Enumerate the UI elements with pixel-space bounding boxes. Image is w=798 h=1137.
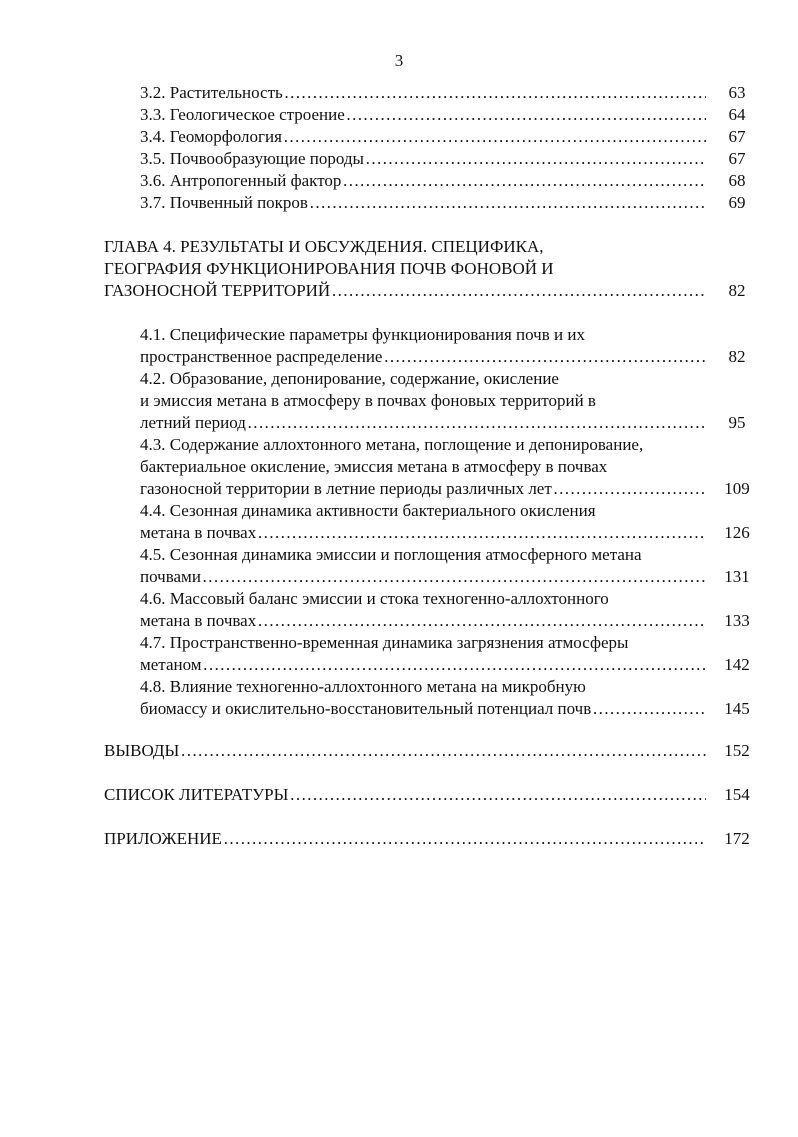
appendix-title: ПРИЛОЖЕНИЕ <box>104 829 222 848</box>
section-page: 95 <box>728 413 746 432</box>
section-title-last-line: газоносной территории в летние периоды различных лет <box>140 479 552 498</box>
section-title-line: 4.8. Влияние техногенно-аллохтонного метана на микробную <box>140 677 586 696</box>
section-title-line: 4.7. Пространственно-временная динамика загрязнения атмосферы <box>140 633 629 652</box>
section-entry[interactable] <box>140 522 706 544</box>
leader-dots <box>346 104 706 126</box>
toc-entry-title: 3.3. Геологическое строение <box>140 105 345 124</box>
toc-entry[interactable] <box>140 126 706 148</box>
leader-dots <box>203 654 706 676</box>
leader-dots <box>247 412 706 434</box>
leader-dots <box>223 828 706 850</box>
leader-dots <box>283 126 706 148</box>
section-title-last-line: биомассу и окислительно-восстановительный потенциал почв <box>140 699 592 718</box>
section-title-line: и эмиссия метана в атмосферу в почвах фоновых территорий в <box>140 391 596 410</box>
section-title-last-line: метана в почвах <box>140 523 257 542</box>
conclusions-entry[interactable] <box>104 740 706 762</box>
leader-dots <box>365 148 706 170</box>
leader-dots <box>284 82 706 104</box>
leader-dots <box>257 610 706 632</box>
appendix-page: 172 <box>724 829 750 848</box>
chapter-page: 82 <box>728 281 746 300</box>
section-title-last-line: почвами <box>140 567 201 586</box>
toc-entry-page: 67 <box>728 127 746 146</box>
section-title-line: 4.1. Специфические параметры функционирования почв и их <box>140 325 585 344</box>
toc-entry-page: 67 <box>728 149 746 168</box>
section-title-last-line: метана в почвах <box>140 611 257 630</box>
section-title-line: 4.4. Сезонная динамика активности бактериального окисления <box>140 501 596 520</box>
section-page: 133 <box>724 611 750 630</box>
toc-entry-title: 3.2. Растительность <box>140 83 283 102</box>
section-title-line: 4.2. Образование, депонирование, содержание, окисление <box>140 369 559 388</box>
leader-dots <box>592 698 706 720</box>
section-title-last-line: летний период <box>140 413 246 432</box>
toc-entry-page: 69 <box>728 193 746 212</box>
toc-entry-title: 3.7. Почвенный покров <box>140 193 308 212</box>
section-title-line: 4.6. Массовый баланс эмиссии и стока техногенно-аллохтонного <box>140 589 609 608</box>
conclusions-page: 152 <box>724 741 750 760</box>
leader-dots <box>342 170 706 192</box>
leader-dots <box>180 740 706 762</box>
toc-entry-title: 3.4. Геоморфология <box>140 127 282 146</box>
toc-entry-page: 68 <box>728 171 746 190</box>
chapter-title-line: ГЛАВА 4. РЕЗУЛЬТАТЫ И ОБСУЖДЕНИЯ. СПЕЦИФИКА, <box>104 237 544 256</box>
section-entry[interactable] <box>140 346 706 368</box>
section-entry[interactable] <box>140 412 706 434</box>
section-entry[interactable] <box>140 478 706 500</box>
section-page: 82 <box>728 347 746 366</box>
toc-entry[interactable] <box>140 148 706 170</box>
chapter-title-line: ГЕОГРАФИЯ ФУНКЦИОНИРОВАНИЯ ПОЧВ ФОНОВОЙ И <box>104 259 554 278</box>
section-entry[interactable] <box>140 698 706 720</box>
section-page: 109 <box>724 479 750 498</box>
chapter-entry[interactable] <box>104 280 706 302</box>
section-entry[interactable] <box>140 610 706 632</box>
toc-entry[interactable] <box>140 170 706 192</box>
leader-dots <box>202 566 706 588</box>
leader-dots <box>289 784 706 806</box>
toc-entry[interactable] <box>140 192 706 214</box>
references-entry[interactable] <box>104 784 706 806</box>
section-title-last-line: метаном <box>140 655 202 674</box>
section-page: 145 <box>724 699 750 718</box>
toc-entry-page: 64 <box>728 105 746 124</box>
section-entry[interactable] <box>140 566 706 588</box>
section-entry[interactable] <box>140 654 706 676</box>
section-page: 131 <box>724 567 750 586</box>
toc-entry-title: 3.5. Почвообразующие породы <box>140 149 364 168</box>
chapter-title-last-line: ГАЗОНОСНОЙ ТЕРРИТОРИЙ <box>104 281 331 300</box>
page-number: 3 <box>394 51 404 70</box>
appendix-entry[interactable] <box>104 828 706 850</box>
leader-dots <box>383 346 706 368</box>
conclusions-title: ВЫВОДЫ <box>104 741 180 760</box>
toc-entry-title: 3.6. Антропогенный фактор <box>140 171 342 190</box>
section-page: 126 <box>724 523 750 542</box>
references-page: 154 <box>724 785 750 804</box>
section-page: 142 <box>724 655 750 674</box>
references-title: СПИСОК ЛИТЕРАТУРЫ <box>104 785 289 804</box>
toc-entry[interactable] <box>140 104 706 126</box>
section-title-line: 4.5. Сезонная динамика эмиссии и поглощения атмосферного метана <box>140 545 642 564</box>
leader-dots <box>257 522 706 544</box>
leader-dots <box>331 280 706 302</box>
section-title-line: бактериальное окисление, эмиссия метана в атмосферу в почвах <box>140 457 608 476</box>
leader-dots <box>309 192 706 214</box>
leader-dots <box>553 478 706 500</box>
toc-entry-page: 63 <box>728 83 746 102</box>
section-title-line: 4.3. Содержание аллохтонного метана, поглощение и депонирование, <box>140 435 644 454</box>
toc-entry[interactable] <box>140 82 706 104</box>
section-title-last-line: пространственное распределение <box>140 347 383 366</box>
